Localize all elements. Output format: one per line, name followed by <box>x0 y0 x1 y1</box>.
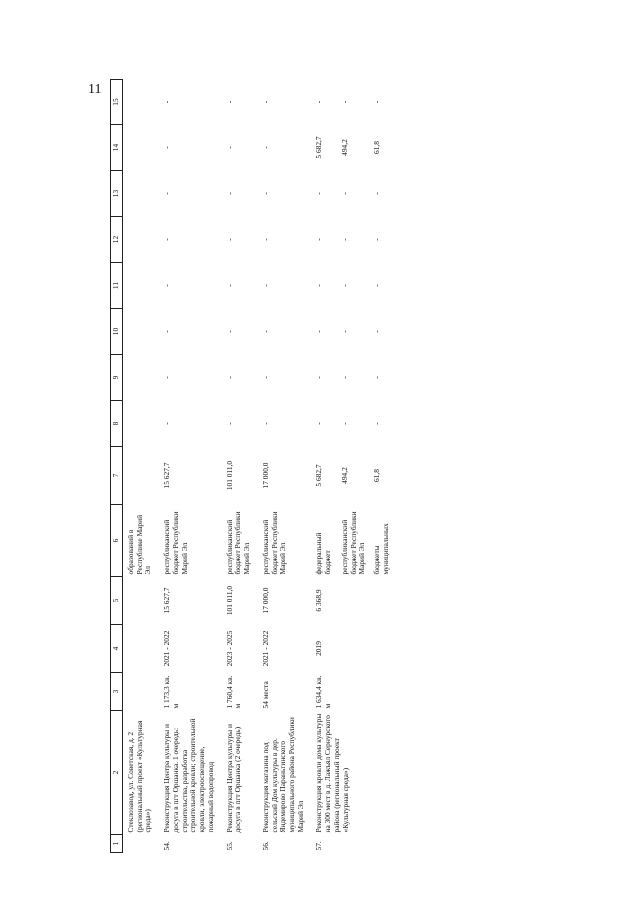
value-col-8: - <box>339 422 349 425</box>
value-col-9 <box>123 355 160 401</box>
value-col-7: 17 000,0 <box>260 462 270 489</box>
value-col-9: - <box>339 376 349 379</box>
value-col-14 <box>123 125 160 171</box>
column-header: 8 <box>111 401 123 447</box>
value-col-9: - <box>260 376 270 379</box>
table-row <box>258 80 312 853</box>
value-col-11: - <box>314 284 324 287</box>
value-col-8: - <box>314 422 324 425</box>
column-header: 15 <box>111 80 123 125</box>
value-col-12 <box>123 217 160 263</box>
value-col-7: 5 682,7 <box>314 464 324 487</box>
value-col-10 <box>123 309 160 355</box>
value-col-11: - <box>372 284 382 287</box>
capacity <box>123 673 160 711</box>
value-col-15: - <box>339 100 349 104</box>
period: 2021 - 2022 <box>162 630 172 667</box>
column-header: 6 <box>111 505 123 577</box>
funding-source: образований в Республике Марий Эл <box>126 514 153 575</box>
value-col-11: - <box>162 284 172 287</box>
value-col-10: - <box>339 330 349 333</box>
column-header: 13 <box>111 171 123 217</box>
table-row <box>222 80 258 853</box>
value-col-15: - <box>314 100 324 104</box>
funding-source: республиканский бюджет Республики Марий Эл <box>224 511 252 575</box>
column-number-row <box>111 80 123 853</box>
column-header: 9 <box>111 355 123 401</box>
value-col-7: 61,8 <box>372 469 382 482</box>
column-header: 2 <box>111 711 123 835</box>
value-col-10: - <box>314 330 324 333</box>
value-col-13: - <box>224 192 234 195</box>
value-col-15 <box>123 80 160 125</box>
value-col-11: - <box>224 284 234 287</box>
value-col-13 <box>123 171 160 217</box>
value-col-8: - <box>162 422 172 425</box>
value-col-8 <box>123 401 160 447</box>
funding-source: республиканский бюджет Республики Марий Эл <box>162 511 189 575</box>
column-header: 12 <box>111 217 123 263</box>
column-header: 1 <box>111 835 123 853</box>
value-col-15: - <box>372 100 382 104</box>
value-col-13: - <box>314 192 324 195</box>
table-row <box>159 80 221 853</box>
value-col-14: 5 682,7 <box>314 136 324 159</box>
value-col-12: - <box>314 238 324 241</box>
value-col-7: 15 627,7 <box>162 462 172 489</box>
value-col-9: - <box>372 376 382 379</box>
column-header: 3 <box>111 673 123 711</box>
value-col-13: - <box>162 192 172 195</box>
total-cost: 15 627,7 <box>162 587 172 614</box>
column-header: 11 <box>111 263 123 309</box>
row-number: 56. <box>260 841 270 851</box>
value-col-11: - <box>339 284 349 287</box>
value-col-10: - <box>372 330 382 333</box>
object-name: Реконструкция кровли дома культуры на 300 мест в д. Лажъял Сернурского района (региональный проект «Культурная среда») <box>314 713 350 833</box>
value-col-15: - <box>260 100 270 104</box>
rotated-table-container <box>110 80 600 853</box>
value-col-8: - <box>224 422 234 425</box>
program-table <box>110 79 395 853</box>
capacity: 1 173,3 кв. м <box>162 675 180 709</box>
value-col-10: - <box>162 330 172 333</box>
period <box>123 625 160 673</box>
value-col-11: - <box>260 284 270 287</box>
value-col-13: - <box>260 192 270 195</box>
value-col-13: - <box>372 192 382 195</box>
funding-source: бюджеты муниципальных <box>372 523 390 575</box>
capacity: 1 760,4 кв. м <box>224 675 243 709</box>
row-number: 55. <box>224 841 234 851</box>
row-number: 57. <box>314 841 324 851</box>
value-col-10: - <box>224 330 234 333</box>
total-cost: 6 368,9 <box>314 589 324 612</box>
column-header: 4 <box>111 625 123 673</box>
period: 2023 - 2025 <box>224 630 234 667</box>
funding-source: республиканский бюджет Республики Марий Эл <box>260 511 288 575</box>
value-col-12: - <box>339 238 349 241</box>
value-col-12: - <box>162 238 172 241</box>
funding-source: республиканский бюджет Республики Марий Эл <box>339 511 367 575</box>
value-col-14: - <box>162 146 172 149</box>
object-name: Стеклозавод, ул. Советская, д. 2 (региональный проект «Культурная среда») <box>126 720 153 833</box>
page-number: 11 <box>88 82 102 97</box>
value-col-9: - <box>224 376 234 379</box>
table-row <box>311 80 338 853</box>
value-col-14: - <box>260 146 270 149</box>
value-col-8: - <box>372 422 382 425</box>
column-header: 10 <box>111 309 123 355</box>
value-col-12: - <box>224 238 234 241</box>
funding-source: федеральный бюджет <box>314 532 333 575</box>
value-col-12: - <box>372 238 382 241</box>
row-number: 54. <box>162 841 172 851</box>
column-header: 5 <box>111 577 123 625</box>
value-col-14: 494,2 <box>339 139 349 156</box>
value-col-15: - <box>162 100 172 104</box>
total-cost: 17 000,0 <box>260 587 270 614</box>
value-col-11 <box>123 263 160 309</box>
value-col-9: - <box>314 376 324 379</box>
object-name: Реконструкция Центра культуры и досуга в пгт Оршанка. 1 очередь: строительства, разработка строительной кровли; строительной кровли, электроосвещение, пожарный водопровод <box>162 718 215 833</box>
value-col-14: - <box>224 146 234 149</box>
value-col-8: - <box>260 422 270 425</box>
value-col-9: - <box>162 376 172 379</box>
column-header: 7 <box>111 447 123 505</box>
table-row-continuation <box>123 80 160 853</box>
value-col-7 <box>123 447 160 505</box>
period: 2019 <box>314 641 324 656</box>
value-col-12: - <box>260 238 270 241</box>
value-col-13: - <box>339 192 349 195</box>
value-col-7: 494,2 <box>339 467 349 484</box>
value-col-7: 101 011,0 <box>224 460 234 491</box>
total-cost: 101 011,0 <box>224 585 234 616</box>
object-name: Реконструкция Центра культуры и досуга в пгт Оршанка (2 очередь) <box>224 724 243 833</box>
value-col-10: - <box>260 330 270 333</box>
period: 2021 - 2022 <box>260 630 270 667</box>
total-cost <box>123 577 160 625</box>
value-col-15: - <box>224 100 234 104</box>
value-col-14: 61,8 <box>372 141 382 154</box>
capacity: 1 634,4 кв. м <box>314 675 333 709</box>
row-number <box>123 835 160 853</box>
object-name: Реконструкция магазина под сельский Дом культуры в дер. Яндемирово Параньгинского муниципального района Республики Марий Эл <box>260 717 305 833</box>
column-header: 14 <box>111 125 123 171</box>
capacity: 54 места <box>260 681 270 709</box>
